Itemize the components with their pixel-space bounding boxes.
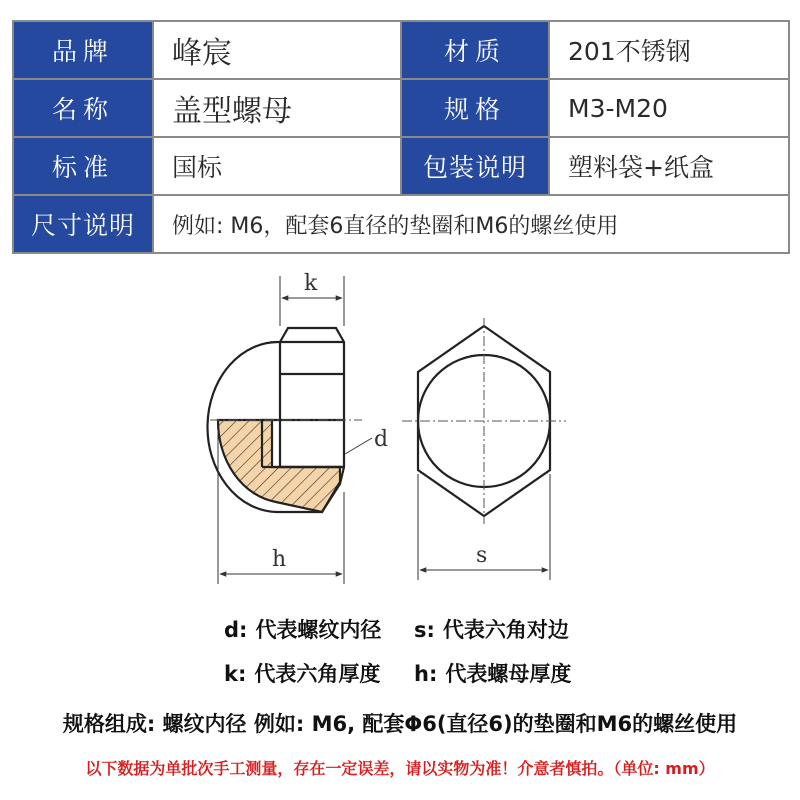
dim-label-d: d bbox=[374, 427, 389, 452]
value-spec: M3-M20 bbox=[549, 79, 789, 137]
spec-row-size bbox=[13, 195, 789, 253]
legend-row-1 bbox=[0, 614, 800, 650]
label-standard: 标准 bbox=[13, 137, 153, 195]
label-size-note: 尺寸说明 bbox=[13, 195, 153, 253]
legend-k bbox=[224, 658, 380, 688]
legend-text-s: 代表六角对边 bbox=[442, 618, 569, 642]
label-packaging: 包装说明 bbox=[401, 137, 549, 195]
value-name: 盖型螺母 bbox=[153, 79, 401, 137]
legend-text-h: 代表螺母厚度 bbox=[445, 662, 572, 686]
measurement-disclaimer: 以下数据为单批次手工测量，存在一定误差，请以实物为准！介意者慎拍。（单位: mm） bbox=[85, 759, 715, 778]
label-name: 名称 bbox=[13, 79, 153, 137]
legend-text-k: 代表六角厚度 bbox=[254, 662, 381, 686]
legend-key-s: s: bbox=[414, 618, 435, 642]
label-spec: 规格 bbox=[401, 79, 549, 137]
legend-h bbox=[414, 658, 571, 688]
value-standard: 国标 bbox=[153, 137, 401, 195]
spec-composition-note: 规格组成: 螺纹内径 例如: M6, 配套Φ6(直径6)的垫圈和M6的螺丝使用 bbox=[62, 712, 738, 736]
legend-d bbox=[224, 614, 381, 644]
spec-row-standard bbox=[13, 137, 789, 195]
dim-label-h: h bbox=[272, 547, 287, 572]
label-brand: 品牌 bbox=[13, 21, 153, 79]
dim-label-k: k bbox=[304, 271, 318, 296]
value-material: 201不锈钢 bbox=[549, 21, 789, 79]
label-material: 材质 bbox=[401, 21, 549, 79]
value-packaging: 塑料袋+纸盒 bbox=[549, 137, 789, 195]
legend-row-2 bbox=[0, 658, 800, 694]
dimension-d-leader bbox=[345, 438, 372, 454]
dim-label-s: s bbox=[476, 543, 488, 568]
spec-table bbox=[12, 20, 790, 254]
cap-nut-drawing bbox=[0, 262, 800, 600]
legend-key-h: h: bbox=[414, 662, 438, 686]
value-size-note: 例如: M6，配套6直径的垫圈和M6的螺丝使用 bbox=[153, 195, 789, 253]
legend-key-d: d: bbox=[224, 618, 248, 642]
legend-key-k: k: bbox=[224, 662, 247, 686]
legend-s bbox=[414, 614, 569, 644]
legend-text-d: 代表螺纹内径 bbox=[255, 618, 382, 642]
spec-row-name bbox=[13, 79, 789, 137]
value-brand: 峰宸 bbox=[153, 21, 401, 79]
spec-row-brand bbox=[13, 21, 789, 79]
